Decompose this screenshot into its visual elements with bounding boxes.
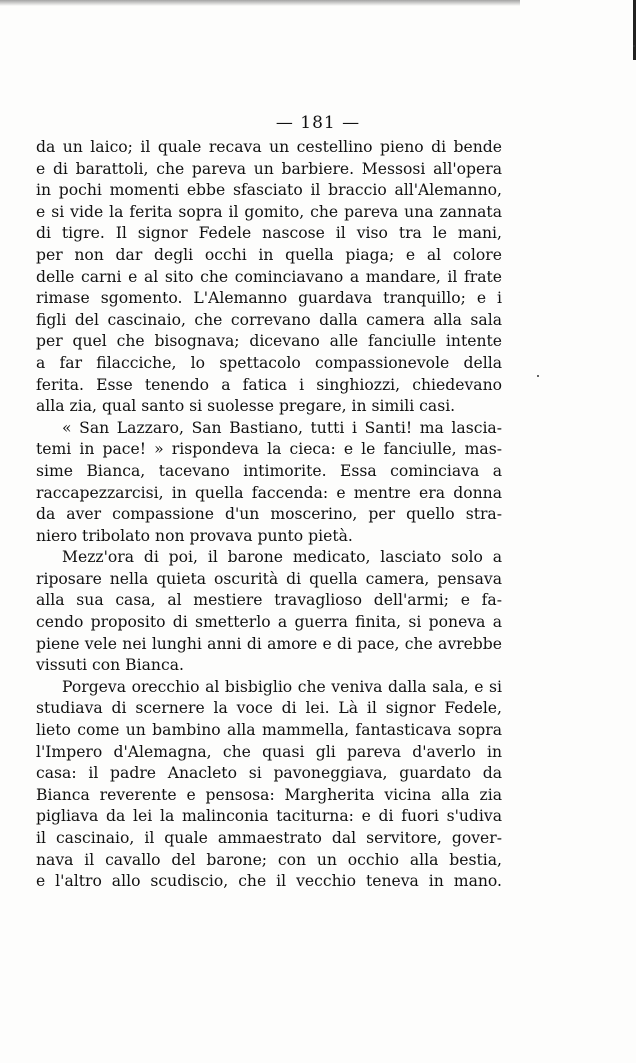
text-line: figli del cascinaio, che correvano dalla camera alla sala — [36, 310, 502, 329]
text-line: studiava di scernere la voce di lei. Là il signor Fedele, — [36, 699, 502, 718]
scan-speck — [633, 45, 635, 47]
text-line: in pochi momenti ebbe sfasciato il braccio all'Alemanno, — [36, 181, 502, 200]
text-line: l'Impero d'Alemagna, che quasi gli pareva d'averlo in — [36, 742, 502, 761]
text-line: e l'altro allo scudiscio, che il vecchio teneva in mano. — [36, 872, 502, 891]
text-line: Mezz'ora di poi, il barone medicato, lasciato solo a — [62, 548, 502, 567]
text-line: Bianca reverente e pensosa: Margherita vicina alla zia — [36, 785, 502, 804]
page-number: — 181 — — [275, 113, 361, 133]
text-line: casa: il padre Anacleto si pavoneggiava, guardato da — [36, 764, 502, 783]
body-text — [36, 137, 502, 893]
text-line: alla zia, qual santo si suolesse pregare, in simili casi. — [36, 397, 456, 416]
scan-shadow-top — [0, 0, 520, 6]
text-line: pigliava da lei la malinconia taciturna: e di fuori s'udiva — [36, 807, 502, 826]
text-line: niero tribolato non provava punto pietà. — [36, 526, 353, 545]
text-line: sime Bianca, tacevano intimorite. Essa cominciava a — [36, 461, 502, 480]
text-line: rimase sgomento. L'Alemanno guardava tranquillo; e i — [36, 289, 502, 308]
text-line: delle carni e al sito che cominciavano a mandare, il frate — [36, 267, 502, 286]
text-line: nava il cavallo del barone; con un occhio alla bestia, — [36, 850, 502, 869]
scan-speck — [537, 375, 539, 377]
text-line: « San Lazzaro, San Bastiano, tutti i Santi! ma lascia- — [62, 418, 502, 437]
text-line: raccapezzarcisi, in quella faccenda: e mentre era donna — [36, 483, 502, 502]
text-line: per non dar degli occhi in quella piaga; e al colore — [36, 245, 502, 264]
text-line: a far filacciche, lo spettacolo compassionevole della — [36, 353, 502, 372]
text-line: ferita. Esse tenendo a fatica i singhiozzi, chiedevano — [36, 375, 502, 394]
text-line: temi in pace! » rispondeva la cieca: e le fanciulle, mas- — [36, 440, 502, 459]
text-line: il cascinaio, il quale ammaestrato dal servitore, gover- — [36, 829, 502, 847]
text-line: lieto come un bambino alla mammella, fantasticava sopra — [36, 721, 502, 740]
text-line: e si vide la ferita sopra il gomito, che pareva una zannata — [36, 202, 502, 221]
text-line: piene vele nei lunghi anni di amore e di pace, che avrebbe — [36, 634, 502, 653]
text-line: vissuti con Bianca. — [36, 656, 184, 675]
text-line: di tigre. Il signor Fedele nascose il viso tra le mani, — [36, 224, 502, 243]
text-line: Porgeva orecchio al bisbiglio che veniva dalla sala, e si — [62, 677, 502, 696]
text-line: alla sua casa, al mestiere travaglioso dell'armi; e fa- — [36, 591, 502, 610]
text-line: cendo proposito di smetterlo a guerra finita, si poneva a — [36, 613, 502, 632]
text-line: da aver compassione d'un moscerino, per quello stra- — [36, 505, 502, 524]
text-line: riposare nella quieta oscurità di quella camera, pensava — [36, 569, 502, 588]
text-line: per quel che bisognava; dicevano alle fanciulle intente — [36, 332, 502, 351]
text-line: da un laico; il quale recava un cestellino pieno di bende — [36, 138, 502, 156]
text-line: e di barattoli, che pareva un barbiere. Messosi all'opera — [36, 159, 502, 178]
